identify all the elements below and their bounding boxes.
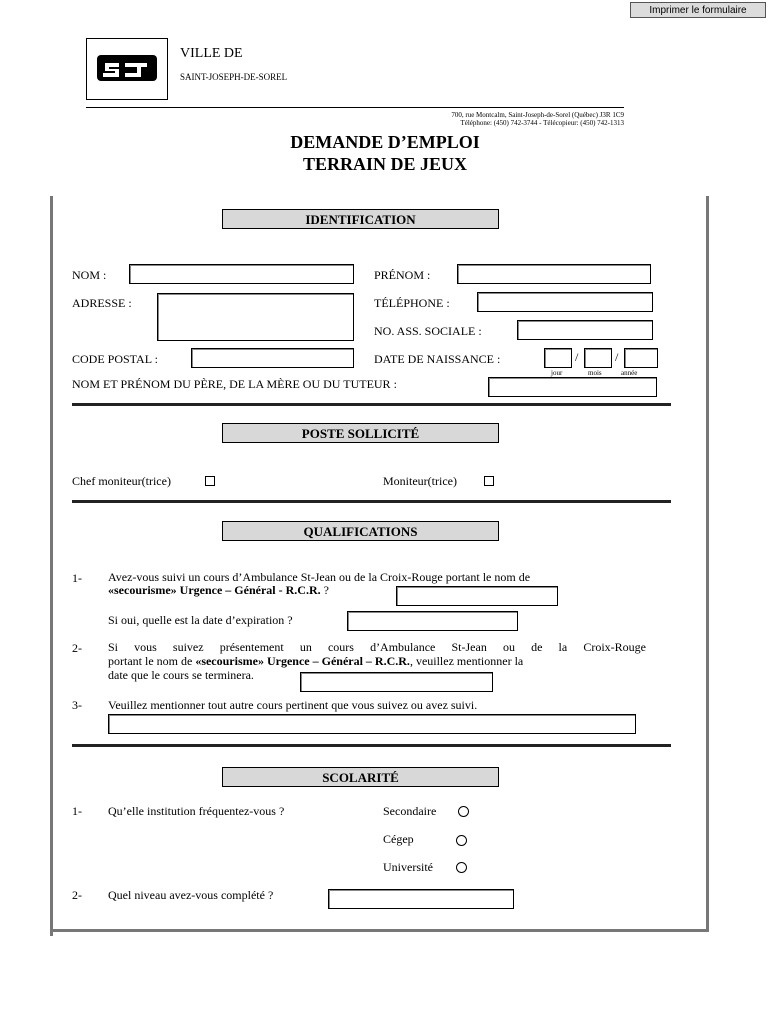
nom-input[interactable] [129, 264, 354, 284]
frame-bottom [50, 929, 709, 932]
cegep-label: Cégep [383, 832, 414, 846]
date-separator: / [575, 350, 579, 364]
section-divider [72, 500, 671, 503]
universite-radio[interactable] [456, 862, 467, 873]
frame-right [706, 196, 709, 932]
q2-line3: date que le cours se terminera. [108, 668, 254, 682]
section-divider [72, 744, 671, 747]
sj-logo-icon [97, 53, 157, 83]
s1-number: 1- [72, 804, 82, 818]
date-separator: / [615, 350, 619, 364]
s2-number: 2- [72, 888, 82, 902]
prenom-input[interactable] [457, 264, 651, 284]
city-name: VILLE DE [180, 46, 243, 61]
section-qualifications: QUALIFICATIONS [222, 521, 499, 541]
q1-course-input[interactable] [396, 586, 558, 606]
city-subname: SAINT-JOSEPH-DE-SOREL [180, 72, 288, 82]
q2-text-a: portant le nom de [108, 654, 196, 668]
niveau-input[interactable] [328, 889, 514, 909]
q2-number: 2- [72, 641, 82, 655]
year-caption: année [621, 369, 638, 377]
s2-text: Quel niveau avez-vous complété ? [108, 888, 274, 902]
universite-label: Université [383, 860, 433, 874]
section-identification: IDENTIFICATION [222, 209, 499, 229]
phone-line: Téléphone: (450) 742-3744 - Télécopieur: (450) 742-1313 [460, 119, 624, 127]
code-postal-label: CODE POSTAL : [72, 352, 158, 366]
secondaire-radio[interactable] [458, 806, 469, 817]
telephone-label: TÉLÉPHONE : [374, 296, 450, 310]
birth-year-input[interactable] [624, 348, 658, 368]
birth-day-input[interactable] [544, 348, 572, 368]
form-title: DEMANDE D’EMPLOI [290, 132, 480, 152]
parent-input[interactable] [488, 377, 657, 397]
q3-number: 3- [72, 698, 82, 712]
form-subtitle: TERRAIN DE JEUX [302, 154, 468, 174]
q2-end-date-input[interactable] [300, 672, 493, 692]
prenom-label: PRÉNOM : [374, 268, 431, 282]
q1-question-mark: ? [323, 583, 329, 597]
q1-number: 1- [72, 571, 82, 585]
frame-left [50, 196, 53, 936]
telephone-input[interactable] [477, 292, 653, 312]
moniteur-checkbox[interactable] [484, 476, 494, 486]
q1-course-name: «secourisme» Urgence – Général - R.C.R. [108, 583, 321, 597]
q1-expiry-input[interactable] [347, 611, 518, 631]
chef-checkbox[interactable] [205, 476, 215, 486]
print-form-button[interactable]: Imprimer le formulaire [630, 2, 766, 18]
month-caption: mois [588, 369, 602, 377]
city-logo [86, 38, 168, 100]
birth-month-input[interactable] [584, 348, 612, 368]
q1-line1: Avez-vous suivi un cours d’Ambulance St-Jean ou de la Croix-Rouge portant le nom de [108, 570, 531, 584]
s1-text: Qu’elle institution fréquentez-vous ? [108, 804, 285, 818]
q1-expiry-label: Si oui, quelle est la date d’expiration ? [108, 613, 293, 627]
adresse-label: ADRESSE : [72, 296, 132, 310]
section-divider [72, 403, 671, 406]
nom-label: NOM : [72, 268, 107, 282]
q1-line2 [108, 584, 329, 597]
nas-label: NO. ASS. SOCIALE : [374, 324, 482, 338]
q2-course-name: «secourisme» Urgence – Général – R.C.R. [195, 654, 410, 668]
q2-line1: Si vous suivez présentement un cours d’Ambulance St-Jean ou de la Croix-Rouge [108, 640, 646, 654]
adresse-input[interactable] [157, 293, 354, 341]
header-rule [86, 107, 624, 108]
cegep-radio[interactable] [456, 835, 467, 846]
q3-text: Veuillez mentionner tout autre cours pertinent que vous suivez ou avez suivi. [108, 698, 478, 712]
moniteur-label: Moniteur(trice) [383, 474, 457, 488]
q3-other-courses-input[interactable] [108, 714, 636, 734]
day-caption: jour [551, 369, 563, 377]
code-postal-input[interactable] [191, 348, 354, 368]
q2-line2 [108, 655, 646, 668]
nas-input[interactable] [517, 320, 653, 340]
secondaire-label: Secondaire [383, 804, 437, 818]
date-naissance-label: DATE DE NAISSANCE : [374, 352, 501, 366]
section-scolarite: SCOLARITÉ [222, 767, 499, 787]
q2-text-c: , veuillez mentionner la [409, 654, 524, 668]
parent-label: NOM ET PRÉNOM DU PÈRE, DE LA MÈRE OU DU TUTEUR : [72, 377, 397, 391]
section-poste: POSTE SOLLICITÉ [222, 423, 499, 443]
address-line: 700, rue Montcalm, Saint-Joseph-de-Sorel (Québec) J3R 1C9 [451, 111, 624, 119]
chef-label: Chef moniteur(trice) [72, 474, 171, 488]
